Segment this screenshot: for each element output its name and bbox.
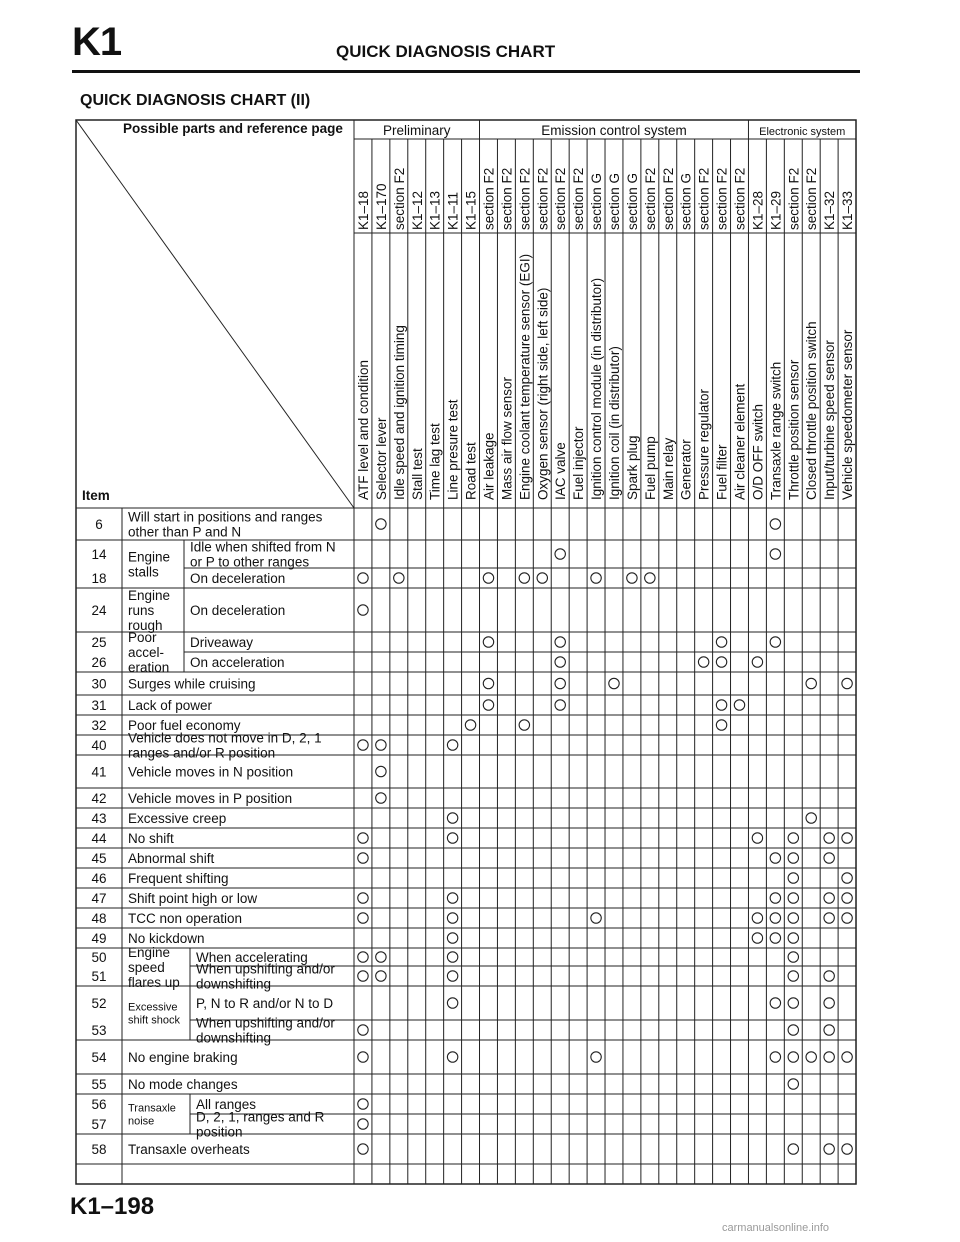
check-circle (358, 971, 368, 981)
check-circle (842, 893, 852, 903)
row-label: TCC non operation (128, 910, 243, 926)
row-label: Shift point high or low (128, 890, 258, 906)
column-ref-13: section G (589, 172, 605, 230)
check-circle (358, 1052, 368, 1062)
check-circle (770, 998, 780, 1008)
column-ref-0: K1–18 (355, 190, 371, 230)
check-circle (788, 1079, 798, 1089)
row-number: 26 (91, 655, 107, 670)
check-circle (788, 952, 798, 962)
column-name-12: Fuel injector (571, 426, 587, 500)
check-circle (447, 998, 457, 1008)
column-name-17: Main relay (660, 437, 676, 500)
check-circle (806, 1052, 816, 1062)
column-name-10: Oxygen sensor (right side, left side) (535, 287, 551, 500)
check-circle (483, 637, 493, 647)
row-number: 52 (91, 996, 107, 1011)
check-circle (447, 1052, 457, 1062)
row-number: 56 (91, 1097, 107, 1112)
check-circle (555, 657, 565, 667)
check-circle (627, 573, 637, 583)
check-circle (788, 893, 798, 903)
check-circle (447, 740, 457, 750)
row-label: All ranges (196, 1096, 257, 1112)
check-circle (824, 1052, 834, 1062)
check-circle (806, 678, 816, 688)
check-circle (537, 573, 547, 583)
check-circle (376, 952, 386, 962)
check-circle (358, 952, 368, 962)
check-circle (770, 1052, 780, 1062)
check-circle (788, 853, 798, 863)
check-circle (609, 678, 619, 688)
column-name-19: Pressure regulator (696, 388, 712, 500)
check-circle (788, 933, 798, 943)
check-circle (788, 971, 798, 981)
row-number: 55 (91, 1077, 107, 1092)
check-circle (358, 1119, 368, 1129)
check-circle (447, 833, 457, 843)
check-circle (788, 913, 798, 923)
column-ref-21: section F2 (732, 167, 748, 230)
row-number: 24 (91, 603, 107, 618)
column-name-11: IAC valve (553, 442, 569, 500)
check-circle (447, 952, 457, 962)
watermark: carmanualsonline.info (722, 1222, 830, 1234)
row-label: Lack of power (128, 697, 213, 713)
row-label: Poor fuel economy (128, 717, 241, 733)
row-label: When upshifting and/or downshifting (196, 961, 335, 992)
row-number: 6 (95, 517, 103, 532)
column-ref-20: section F2 (714, 167, 730, 230)
row-number: 47 (91, 891, 107, 906)
column-name-8: Mass air flow sensor (499, 376, 515, 500)
column-ref-17: section F2 (660, 167, 676, 230)
check-circle (824, 1025, 834, 1035)
row-number: 18 (91, 571, 107, 586)
row-number: 14 (91, 547, 107, 562)
check-circle (842, 913, 852, 923)
check-circle (483, 700, 493, 710)
column-name-7: Air leakage (481, 432, 497, 500)
row-label: On deceleration (190, 570, 286, 586)
check-circle (645, 573, 655, 583)
column-ref-3: K1–12 (409, 190, 425, 230)
column-name-27: Vehicle speedometer sensor (840, 329, 856, 500)
group-label-2: Electronic system (759, 126, 846, 138)
check-circle (376, 766, 386, 776)
check-circle (358, 893, 368, 903)
row-number: 46 (91, 871, 107, 886)
column-name-23: Transaxle range switch (768, 361, 784, 500)
section-title: QUICK DIAGNOSIS CHART (II) (80, 92, 311, 109)
check-circle (770, 933, 780, 943)
check-circle (752, 833, 762, 843)
check-circle (824, 913, 834, 923)
check-circle (788, 833, 798, 843)
check-circle (770, 893, 780, 903)
row-number: 41 (91, 764, 107, 780)
row-label: Frequent shifting (128, 870, 229, 886)
check-circle (770, 519, 780, 529)
check-circle (447, 971, 457, 981)
column-name-14: Ignition coil (in distributor) (606, 346, 622, 500)
row-label: When upshifting and/or downshifting (196, 1015, 335, 1046)
row-label: Vehicle does not move in D, 2, 1 ranges and/or R position (128, 730, 322, 761)
column-ref-14: section G (606, 172, 622, 230)
column-ref-22: K1–28 (750, 190, 766, 230)
column-ref-11: section F2 (553, 167, 569, 230)
column-name-2: Idle speed and ignition timing (391, 325, 407, 500)
row-number: 54 (91, 1050, 107, 1065)
check-circle (591, 1052, 601, 1062)
check-circle (824, 853, 834, 863)
group-label: Excessive shift shock (128, 1001, 180, 1027)
column-name-24: Throttle position sensor (786, 359, 802, 500)
row-label: P, N to R and/or N to D (196, 995, 334, 1011)
column-ref-15: section G (624, 172, 640, 230)
row-label: Will start in positions and ranges other than P and N (128, 509, 323, 540)
check-circle (716, 720, 726, 730)
row-label: Transaxle overheats (128, 1141, 250, 1157)
column-ref-27: K1–33 (840, 190, 856, 230)
column-name-13: Ignition control module (in distributor) (589, 277, 605, 500)
column-name-26: Input/turbine speed sensor (822, 340, 838, 500)
group-label-1: Emission control system (541, 123, 687, 138)
check-circle (770, 549, 780, 559)
check-circle (447, 933, 457, 943)
check-circle (555, 700, 565, 710)
check-circle (788, 873, 798, 883)
check-circle (358, 1144, 368, 1154)
column-name-0: ATF level and condition (355, 359, 371, 500)
column-ref-23: K1–29 (768, 190, 784, 230)
row-label: Excessive creep (128, 810, 227, 826)
check-circle (788, 1025, 798, 1035)
check-circle (591, 573, 601, 583)
row-number: 58 (91, 1142, 107, 1157)
column-name-3: Stall test (409, 448, 425, 500)
check-circle (591, 913, 601, 923)
check-circle (716, 637, 726, 647)
check-circle (447, 913, 457, 923)
row-number: 30 (91, 676, 107, 692)
check-circle (734, 700, 744, 710)
check-circle (447, 813, 457, 823)
chapter-code: K1 (72, 20, 122, 64)
corner-diagonal (76, 120, 354, 508)
column-ref-9: section F2 (517, 167, 533, 230)
check-circle (788, 998, 798, 1008)
row-label: On deceleration (190, 602, 286, 618)
check-circle (770, 913, 780, 923)
check-circle (842, 873, 852, 883)
column-ref-26: K1–32 (822, 190, 838, 230)
check-circle (698, 657, 708, 667)
check-circle (519, 573, 529, 583)
check-circle (358, 573, 368, 583)
check-circle (752, 913, 762, 923)
check-circle (806, 813, 816, 823)
row-label: Abnormal shift (128, 850, 215, 866)
row-number: 53 (91, 1023, 107, 1038)
row-number: 25 (91, 635, 107, 650)
check-circle (788, 1052, 798, 1062)
row-label: Vehicle moves in N position (128, 764, 294, 780)
row-label: When accelerating (196, 949, 308, 965)
check-circle (358, 1099, 368, 1109)
check-circle (394, 573, 404, 583)
group-label: Engine speed flares up (128, 944, 180, 990)
check-circle (376, 971, 386, 981)
check-circle (842, 1052, 852, 1062)
check-circle (752, 933, 762, 943)
column-name-9: Engine coolant temperature sensor (EGI) (517, 253, 533, 500)
row-label: No engine braking (128, 1049, 238, 1065)
check-circle (376, 519, 386, 529)
column-ref-8: section F2 (499, 167, 515, 230)
column-name-20: Fuel filter (714, 444, 730, 500)
row-label: On acceleration (190, 654, 285, 670)
corner-parts-label: Possible parts and reference page (123, 121, 343, 136)
group-label: Engine runs rough (128, 587, 171, 633)
column-name-21: Air cleaner element (732, 383, 748, 500)
group-label-0: Preliminary (382, 123, 451, 138)
row-label: Vehicle moves in P position (128, 790, 293, 806)
check-circle (376, 740, 386, 750)
row-number: 42 (91, 791, 107, 806)
column-name-15: Spark plug (624, 435, 640, 500)
check-circle (447, 893, 457, 903)
check-circle (770, 853, 780, 863)
row-number: 32 (91, 718, 107, 733)
check-circle (465, 720, 475, 730)
check-circle (824, 893, 834, 903)
row-label: D, 2, 1, ranges and R position (196, 1109, 325, 1140)
check-circle (824, 971, 834, 981)
row-label: No mode changes (128, 1076, 238, 1092)
check-circle (716, 700, 726, 710)
column-ref-1: K1–170 (373, 183, 389, 230)
row-number: 51 (91, 969, 107, 984)
column-name-18: Generator (678, 439, 694, 500)
column-name-25: Closed throttle position switch (804, 321, 820, 500)
check-circle (483, 573, 493, 583)
check-circle (824, 998, 834, 1008)
row-label: Surges while cruising (128, 676, 256, 692)
row-number: 49 (91, 931, 107, 946)
column-name-22: O/D OFF switch (750, 403, 766, 500)
column-ref-5: K1–11 (445, 191, 461, 230)
check-circle (555, 549, 565, 559)
page-header-title: QUICK DIAGNOSIS CHART (336, 42, 556, 61)
row-number: 57 (91, 1117, 107, 1132)
row-label: No kickdown (128, 930, 205, 946)
row-label: No shift (128, 830, 174, 846)
check-circle (555, 637, 565, 647)
column-name-16: Fuel pump (642, 436, 658, 500)
column-ref-4: K1–13 (427, 190, 443, 230)
row-number: 48 (91, 911, 107, 926)
column-ref-12: section F2 (571, 167, 587, 230)
check-circle (519, 720, 529, 730)
check-circle (555, 678, 565, 688)
column-ref-6: K1–15 (463, 190, 479, 230)
row-number: 45 (91, 851, 107, 866)
column-ref-7: section F2 (481, 167, 497, 230)
column-name-1: Selector lever (373, 417, 389, 500)
group-label: Transaxle noise (128, 1102, 176, 1128)
row-number: 43 (91, 811, 107, 826)
row-number: 50 (91, 950, 107, 965)
column-name-6: Road test (463, 442, 479, 500)
check-circle (788, 1144, 798, 1154)
column-ref-10: section F2 (535, 167, 551, 230)
check-circle (358, 1025, 368, 1035)
column-ref-18: section G (678, 172, 694, 230)
check-circle (770, 637, 780, 647)
group-label: Engine stalls (128, 549, 171, 580)
check-circle (716, 657, 726, 667)
row-number: 40 (91, 738, 107, 753)
column-ref-2: section F2 (391, 167, 407, 230)
group-label: Poor accel-eration (128, 629, 170, 675)
check-circle (358, 853, 368, 863)
check-circle (842, 833, 852, 843)
column-name-5: Line presure test (445, 399, 461, 500)
row-label: Driveaway (190, 634, 254, 650)
check-circle (358, 605, 368, 615)
check-circle (752, 657, 762, 667)
row-label: Idle when shifted from N or P to other ranges (190, 539, 336, 570)
row-number: 31 (91, 698, 107, 713)
column-name-4: Time lag test (427, 423, 443, 500)
check-circle (358, 833, 368, 843)
page-number: K1–198 (70, 1193, 155, 1220)
check-circle (842, 1144, 852, 1154)
column-ref-19: section F2 (696, 167, 712, 230)
check-circle (824, 833, 834, 843)
corner-item-label: Item (82, 488, 110, 503)
column-ref-24: section F2 (786, 167, 802, 230)
row-number: 44 (91, 831, 107, 846)
check-circle (376, 793, 386, 803)
check-circle (358, 740, 368, 750)
column-ref-16: section F2 (642, 167, 658, 230)
column-ref-25: section F2 (804, 167, 820, 230)
check-circle (483, 678, 493, 688)
check-circle (824, 1144, 834, 1154)
check-circle (842, 678, 852, 688)
check-circle (358, 913, 368, 923)
